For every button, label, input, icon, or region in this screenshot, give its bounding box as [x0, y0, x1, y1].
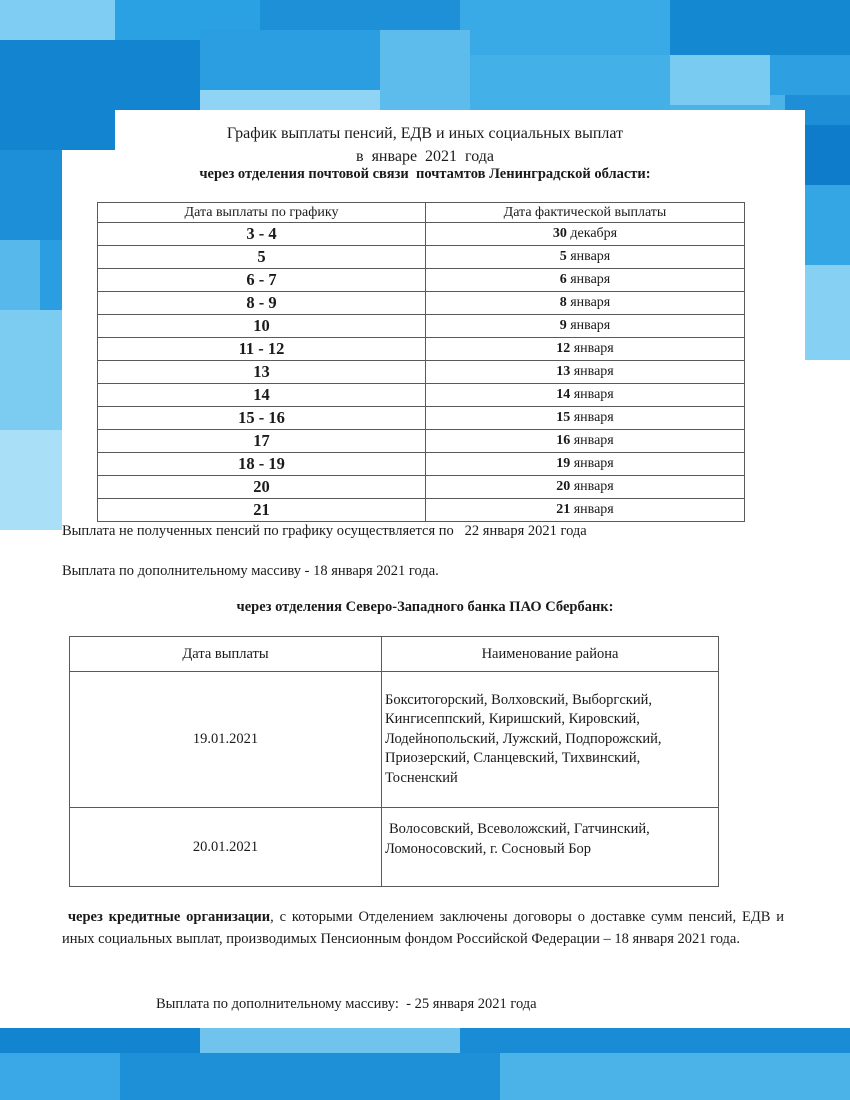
actual-date — [426, 315, 745, 338]
actual-date — [426, 292, 745, 315]
table-row — [98, 499, 745, 522]
title-line-2: в январе 2021 года — [356, 148, 494, 165]
post-schedule-table — [97, 202, 745, 522]
table-row — [98, 407, 745, 430]
table-row — [98, 430, 745, 453]
area-list — [382, 672, 719, 808]
table-row — [70, 808, 719, 887]
table-row — [98, 269, 745, 292]
note-unreceived: Выплата не полученных пенсий по графику осуществляется по 22 января 2021 года — [62, 523, 587, 539]
actual-date-day: 13 — [556, 364, 571, 379]
title-line-1: График выплаты пенсий, ЕДВ и иных социальных выплат — [226, 125, 624, 142]
actual-date-month: января — [573, 341, 614, 356]
scheduled-date: 3 - 4 — [98, 223, 426, 246]
actual-date — [426, 499, 745, 522]
scheduled-date: 14 — [98, 384, 426, 407]
table-row — [98, 246, 745, 269]
table-row — [98, 223, 745, 246]
actual-date-day: 30 — [552, 226, 567, 241]
actual-date — [426, 453, 745, 476]
scheduled-date: 13 — [98, 361, 426, 384]
post-subtitle: через отделения почтовой связи почтамтов Ленинградской области: — [199, 166, 651, 182]
actual-date-day: 15 — [556, 410, 571, 425]
actual-date-month: января — [570, 295, 611, 310]
scheduled-date: 5 — [98, 246, 426, 269]
bank-date: 20.01.2021 — [70, 808, 382, 887]
actual-date-month: января — [573, 433, 614, 448]
col-header-actual: Дата фактической выплаты — [426, 203, 745, 223]
area-line: Волосовский, Всеволожский, Гатчинский, — [389, 821, 650, 837]
actual-date — [426, 223, 745, 246]
area-line: Тосненский — [385, 769, 458, 786]
actual-date-day: 8 — [559, 295, 567, 310]
area-line: Лодейнопольский, Лужский, Подпорожский, — [385, 730, 662, 747]
area-list — [382, 808, 719, 887]
scheduled-date: 15 - 16 — [98, 407, 426, 430]
area-line: Кингисеппский, Киришский, Кировский, — [385, 711, 640, 728]
actual-date-day: 19 — [556, 456, 571, 471]
actual-date-day: 5 — [559, 249, 567, 264]
area-line: Ломоносовский, г. Сосновый Бор — [385, 840, 592, 857]
actual-date — [426, 407, 745, 430]
actual-date-day: 14 — [556, 387, 571, 402]
actual-date-month: декабря — [570, 226, 618, 241]
actual-date — [426, 476, 745, 499]
actual-date-month: января — [573, 502, 614, 517]
actual-date-day: 16 — [556, 433, 571, 448]
actual-date-month: января — [573, 410, 614, 425]
actual-date-day: 12 — [556, 341, 571, 356]
decorative-background-bottom — [0, 1028, 850, 1100]
scheduled-date: 21 — [98, 499, 426, 522]
actual-date-day: 20 — [556, 479, 571, 494]
scheduled-date: 17 — [98, 430, 426, 453]
actual-date-month: января — [570, 249, 611, 264]
scheduled-date: 10 — [98, 315, 426, 338]
scheduled-date: 8 - 9 — [98, 292, 426, 315]
bank-table — [69, 636, 719, 887]
table-row — [70, 672, 719, 808]
actual-date-month: января — [573, 364, 614, 379]
note-additional-post: Выплата по дополнительному массиву - 18 января 2021 года. — [62, 563, 439, 579]
table-row — [98, 315, 745, 338]
credit-paragraph — [62, 906, 784, 950]
actual-date — [426, 361, 745, 384]
bank-date: 19.01.2021 — [70, 672, 382, 808]
col-header-area: Наименование района — [382, 637, 719, 672]
actual-date-day: 6 — [559, 272, 567, 287]
actual-date-month: января — [573, 387, 614, 402]
actual-date — [426, 338, 745, 361]
actual-date — [426, 269, 745, 292]
scheduled-date: 20 — [98, 476, 426, 499]
bank-heading: через отделения Северо-Западного банка ПАО Сбербанк: — [236, 599, 614, 615]
table-row — [98, 453, 745, 476]
actual-date-month: января — [573, 479, 614, 494]
footer-note: Выплата по дополнительному массиву: - 25 января 2021 года — [156, 996, 537, 1012]
credit-lead: через кредитные организации — [67, 909, 271, 925]
actual-date-day: 21 — [556, 502, 571, 517]
table-row — [98, 292, 745, 315]
actual-date — [426, 430, 745, 453]
decorative-background-left — [0, 150, 65, 530]
actual-date — [426, 384, 745, 407]
table-row — [98, 361, 745, 384]
table-row — [98, 384, 745, 407]
table-row — [98, 338, 745, 361]
actual-date — [426, 246, 745, 269]
scheduled-date: 6 - 7 — [98, 269, 426, 292]
area-line: Приозерский, Сланцевский, Тихвинский, — [385, 750, 641, 767]
actual-date-month: января — [573, 456, 614, 471]
credit-text: , с которыми Отделением заключены договоры о доставке сумм пенсий, ЕДВ и иных социальных выплат, производимых Пенсионным фондом Российской Федерации – 18 января 2021 года. — [62, 909, 785, 947]
area-line: Бокситогорский, Волховский, Выборгский, — [385, 691, 652, 708]
page-title — [0, 122, 850, 168]
table-row — [98, 476, 745, 499]
actual-date-day: 9 — [559, 318, 567, 333]
scheduled-date: 18 - 19 — [98, 453, 426, 476]
actual-date-month: января — [570, 272, 611, 287]
col-header-scheduled: Дата выплаты по графику — [98, 203, 426, 223]
actual-date-month: января — [570, 318, 611, 333]
scheduled-date: 11 - 12 — [98, 338, 426, 361]
col-header-bank-date: Дата выплаты — [70, 637, 382, 672]
